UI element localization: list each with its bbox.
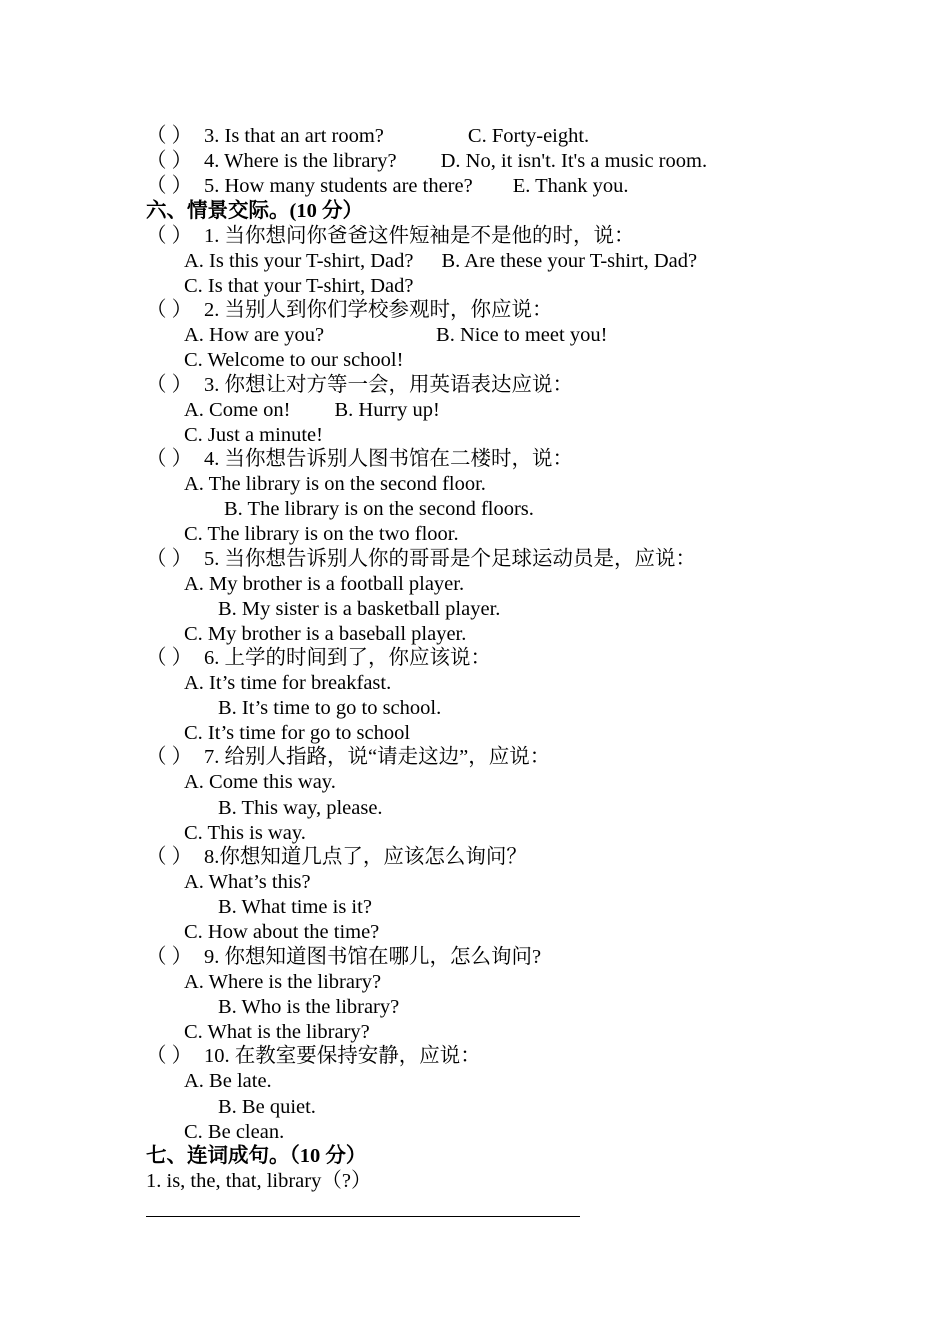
option-a: A. Be late. xyxy=(184,1070,272,1092)
question-6-10 xyxy=(146,1044,481,1069)
option-b: B. This way, please. xyxy=(218,797,383,819)
answer-bracket[interactable]: （ ） xyxy=(146,374,193,396)
option-row xyxy=(184,398,440,423)
option-a: A. What’s this? xyxy=(184,871,311,893)
answer-bracket[interactable]: （ ） xyxy=(146,946,193,968)
option-c: C. Just a minute! xyxy=(184,424,323,446)
question-6-9 xyxy=(146,945,541,970)
option-b: B. Are these your T-shirt, Dad? xyxy=(441,250,698,272)
option-b: B. Who is the library? xyxy=(218,996,400,1018)
option-b: B. My sister is a basketball player. xyxy=(218,598,501,620)
question-6-5 xyxy=(146,547,696,572)
option-row xyxy=(184,249,697,274)
question-stem: 9. 你想知道图书馆在哪儿，怎么询问? xyxy=(204,946,542,968)
option-a: A. How are you? xyxy=(184,324,325,346)
question-stem: 6. 上学的时间到了，你应该说： xyxy=(204,647,491,669)
question-stem: 8.你想知道几点了，应该怎么询问？ xyxy=(204,846,527,868)
question-stem: 3. 你想让对方等一会，用英语表达应说： xyxy=(204,374,573,396)
question-stem: 10. 在教室要保持安静，应说： xyxy=(204,1045,481,1067)
question-6-2 xyxy=(146,298,553,323)
section-7-heading: 七、连词成句。（10 分） xyxy=(146,1145,367,1167)
option-b: B. Hurry up! xyxy=(334,399,440,421)
answer-bracket[interactable]: （ ） xyxy=(146,746,193,768)
match-item-5 xyxy=(146,174,628,199)
option-b: B. What time is it? xyxy=(218,896,372,918)
option-row xyxy=(184,323,607,348)
option-c: C. Is that your T-shirt, Dad? xyxy=(184,275,414,297)
section-6-heading: 六、情景交际。(10 分） xyxy=(146,200,363,222)
option-b: B. The library is on the second floors. xyxy=(224,498,534,520)
answer-bracket[interactable]: （ ） xyxy=(146,846,193,868)
option-c: C. The library is on the two floor. xyxy=(184,523,459,545)
match-answer: E. Thank you. xyxy=(512,175,629,197)
option-a: A. The library is on the second floor. xyxy=(184,473,486,495)
option-a: A. It’s time for breakfast. xyxy=(184,672,392,694)
answer-bracket[interactable]: （ ） xyxy=(146,150,193,172)
option-c: C. Welcome to our school! xyxy=(184,349,404,371)
question-6-4 xyxy=(146,447,573,472)
answer-bracket[interactable]: （ ） xyxy=(146,225,193,247)
answer-bracket[interactable]: （ ） xyxy=(146,647,193,669)
match-item-4 xyxy=(146,149,707,174)
match-question: 5. How many students are there? xyxy=(204,175,473,197)
match-question: 3. Is that an art room? xyxy=(204,125,384,147)
question-6-8 xyxy=(146,845,527,870)
answer-bracket[interactable]: （ ） xyxy=(146,125,193,147)
option-c: C. This is way. xyxy=(184,822,306,844)
word-order-question-1: 1. is, the, that, library（?） xyxy=(146,1170,372,1192)
answer-bracket[interactable]: （ ） xyxy=(146,175,193,197)
option-b: B. It’s time to go to school. xyxy=(218,697,442,719)
question-stem: 7. 给别人指路，说“请走这边”，应说： xyxy=(204,746,551,768)
option-c: C. My brother is a baseball player. xyxy=(184,623,467,645)
question-stem: 2. 当别人到你们学校参观时，你应说： xyxy=(204,299,553,321)
answer-bracket[interactable]: （ ） xyxy=(146,548,193,570)
option-a: A. Where is the library? xyxy=(184,971,382,993)
answer-line[interactable] xyxy=(146,1216,580,1217)
option-c: C. How about the time? xyxy=(184,921,380,943)
option-c: C. What is the library? xyxy=(184,1021,370,1043)
option-c: C. Be clean. xyxy=(184,1121,285,1143)
answer-bracket[interactable]: （ ） xyxy=(146,448,193,470)
question-6-3 xyxy=(146,373,573,398)
match-answer: C. Forty-eight. xyxy=(467,125,590,147)
option-a: A. Come this way. xyxy=(184,771,336,793)
option-c: C. It’s time for go to school xyxy=(184,722,411,744)
answer-bracket[interactable]: （ ） xyxy=(146,1045,193,1067)
answer-bracket[interactable]: （ ） xyxy=(146,299,193,321)
question-stem: 4. 当你想告诉别人图书馆在二楼时，说： xyxy=(204,448,573,470)
option-b: B. Nice to meet you! xyxy=(436,324,608,346)
option-a: A. Is this your T-shirt, Dad? xyxy=(184,250,414,272)
option-a: A. My brother is a football player. xyxy=(184,573,465,595)
match-answer: D. No, it isn't. It's a music room. xyxy=(440,150,708,172)
question-6-6 xyxy=(146,646,491,671)
match-question: 4. Where is the library? xyxy=(204,150,397,172)
option-a: A. Come on! xyxy=(184,399,291,421)
question-6-1 xyxy=(146,224,635,249)
question-6-7 xyxy=(146,745,550,770)
question-stem: 1. 当你想问你爸爸这件短袖是不是他的时，说： xyxy=(204,225,635,247)
option-b: B. Be quiet. xyxy=(218,1096,316,1118)
match-item-3 xyxy=(146,124,589,149)
question-stem: 5. 当你想告诉别人你的哥哥是个足球运动员是，应说： xyxy=(204,548,696,570)
